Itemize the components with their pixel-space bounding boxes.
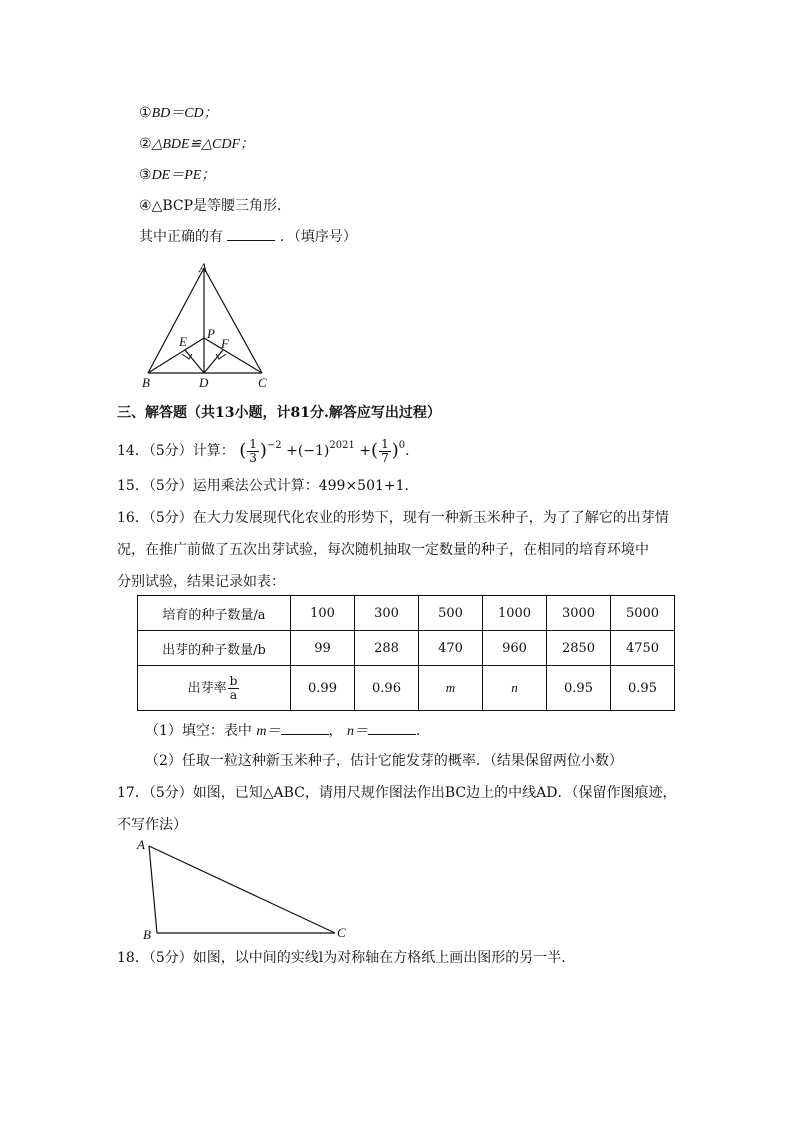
- fill-prompt: 其中正确的有 ．（填序号）: [139, 229, 357, 245]
- edge-df: [204, 350, 223, 373]
- edge-ab: [148, 268, 204, 373]
- table-cell: 0.96: [355, 666, 419, 711]
- label-b: B: [142, 375, 150, 390]
- question-18: 18．（5分）如图，以中间的实线l为对称轴在方格纸上画出图形的另一半．: [117, 950, 576, 966]
- question-16-line-1: 16．（5分）在大力发展现代化农业的形势下，现有一种新玉米种子，为了了解它的出芽情: [117, 510, 669, 526]
- m-blank[interactable]: [281, 722, 329, 735]
- table-cell: 3000: [547, 596, 611, 631]
- question-16-sub-2: （2）任取一粒这种新玉米种子，估计它能发芽的概率．（结果保留两位小数）: [145, 753, 623, 769]
- question-16-line-2: 况，在推广前做了五次出芽试验，每次随机抽取一定数量的种子，在相同的培育环境中: [117, 542, 649, 558]
- table-cell: 0.95: [547, 666, 611, 711]
- label-c: C: [337, 925, 346, 940]
- table-row: [138, 666, 675, 711]
- label-p: P: [207, 326, 215, 341]
- table-cell: 100: [291, 596, 355, 631]
- table-cell: 288: [355, 631, 419, 666]
- table-cell: 500: [419, 596, 483, 631]
- table-cell: 0.99: [291, 666, 355, 711]
- question-16-line-3: 分别试验，结果记录如表：: [117, 574, 285, 590]
- right-angle-e: [182, 354, 192, 359]
- question-16-sub-1: （1）填空：表中 m＝ ， n＝ ．: [145, 723, 430, 739]
- table-row: [138, 631, 675, 666]
- question-15: 15．（5分）运用乘法公式计算：499×501+1．: [117, 478, 419, 494]
- label-a: A: [137, 837, 145, 852]
- label-b: B: [143, 927, 151, 942]
- option-1: ①BD＝CD；: [139, 105, 218, 121]
- table-row: [138, 596, 675, 631]
- label-c: C: [258, 375, 267, 390]
- edge-bp: [148, 338, 204, 373]
- edge-ab: [149, 846, 157, 933]
- section-title: 三、解答题（共13小题，计81分.解答应写出过程）: [117, 405, 441, 421]
- label-d: D: [199, 375, 209, 390]
- table-cell: 5000: [611, 596, 675, 631]
- table-cell: 99: [291, 631, 355, 666]
- right-angle-f: [216, 354, 226, 359]
- triangle-figure-2: [132, 836, 352, 944]
- triangle-figure-1: [136, 258, 286, 392]
- table-cell: m: [419, 666, 483, 711]
- option-4: ④△BCP是等腰三角形．: [139, 198, 292, 214]
- label-a: A: [199, 260, 207, 275]
- question-17-line-1: 17．（5分）如图，已知△ABC，请用尺规作图法作出BC边上的中线AD．（保留作图痕迹，: [117, 785, 677, 801]
- germination-table: [137, 595, 675, 711]
- table-cell: 1000: [483, 596, 547, 631]
- question-17-line-2: 不写作法）: [117, 817, 187, 833]
- edge-cp: [204, 338, 262, 373]
- label-f: F: [221, 336, 229, 351]
- option-2: ②△BDE≌△CDF；: [139, 136, 255, 152]
- label-e: E: [179, 334, 187, 349]
- table-cell: 470: [419, 631, 483, 666]
- option-3: ③DE＝PE；: [139, 167, 216, 183]
- question-14: 14．（5分）计算： ( $\frac{1}{3}$ )$^{-2} +(-1)^{2021}$ +( $\frac{1}{7}$ )$^0$．: [117, 436, 420, 465]
- table-cell: 960: [483, 631, 547, 666]
- answer-blank[interactable]: [227, 228, 275, 241]
- table-cell: 2850: [547, 631, 611, 666]
- table-cell: n: [483, 666, 547, 711]
- edge-de: [185, 350, 204, 373]
- table-row-header: 培育的种子数量/a: [138, 596, 291, 631]
- table-cell: 4750: [611, 631, 675, 666]
- edge-ac: [204, 268, 262, 373]
- table-row-header: 出芽率 $\frac{b}{a}$: [138, 666, 291, 711]
- n-blank[interactable]: [368, 722, 416, 735]
- table-cell: 0.95: [611, 666, 675, 711]
- table-row-header: 出芽的种子数量/b: [138, 631, 291, 666]
- table-cell: 300: [355, 596, 419, 631]
- edge-ac: [149, 846, 335, 933]
